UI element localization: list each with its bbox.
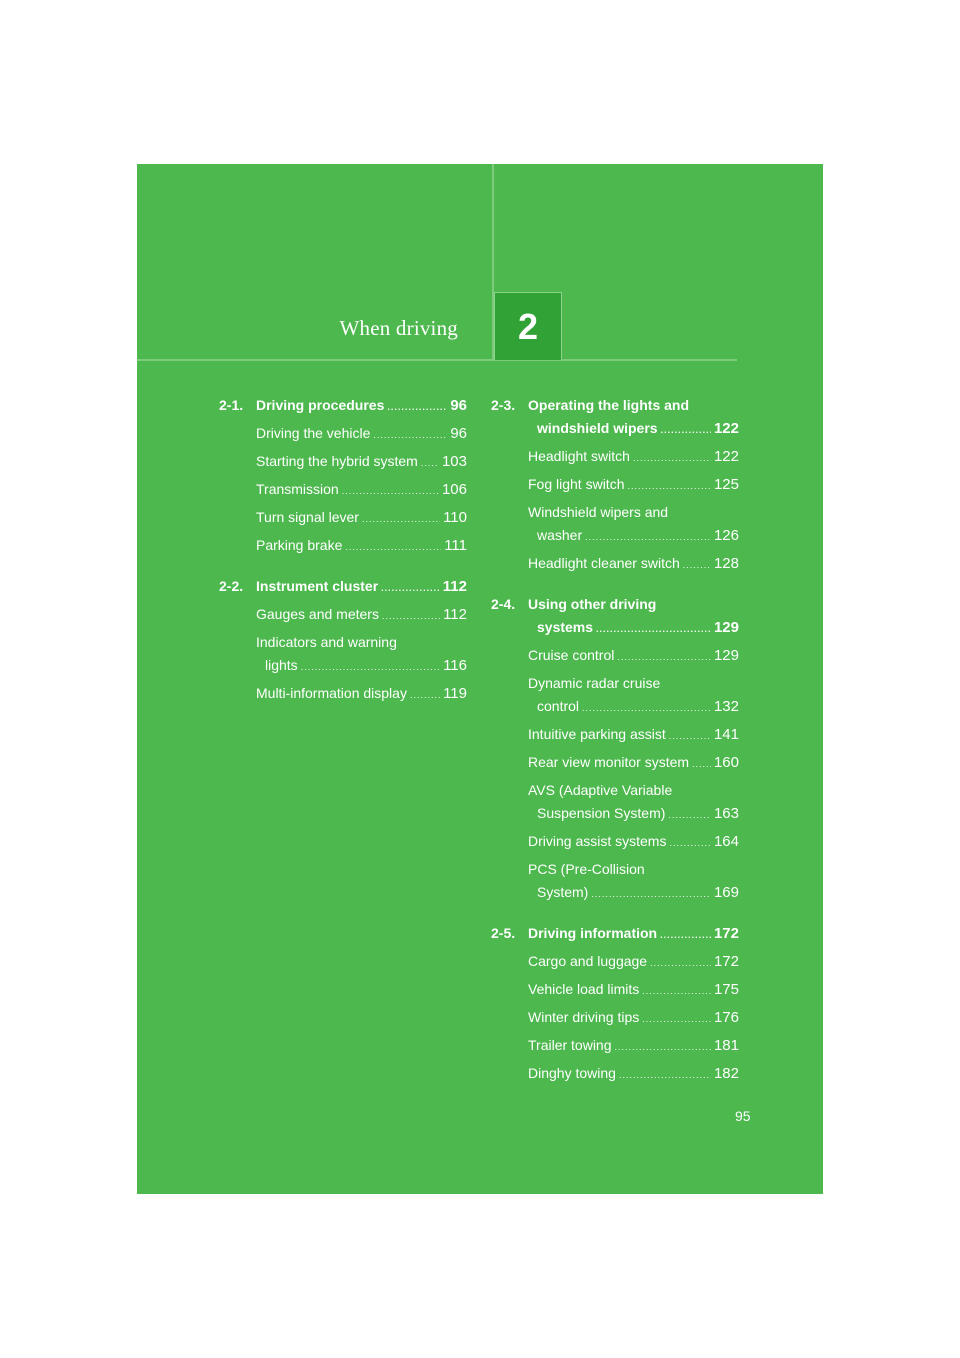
toc-item [256,450,467,475]
dot-leader [642,980,711,1003]
toc-item-line: PCS (Pre-Collision [528,861,645,877]
toc-column-left [219,394,467,723]
section-heading[interactable] [256,575,467,600]
dot-leader [683,554,711,577]
dot-leader [582,697,711,720]
section-heading[interactable] [528,922,739,947]
section-heading[interactable] [528,417,739,442]
toc-entry-text: Intuitive parking assist [528,726,666,742]
chapter-title: When driving [339,316,458,340]
toc-item [528,950,739,975]
dot-leader [591,883,711,906]
toc-entry-text: systems [537,619,594,635]
toc-item-line: AVS (Adaptive Variable [528,782,673,798]
dot-leader [373,424,447,447]
toc-item [528,858,739,906]
toc-item [528,552,739,577]
section-heading[interactable] [528,616,739,641]
toc-item-link[interactable] [528,751,739,776]
toc-entry-text: Vehicle load limits [528,981,640,997]
toc-item [256,534,467,559]
dot-leader [627,475,710,498]
toc-item [256,603,467,628]
toc-entry-text: Cruise control [528,647,615,663]
toc-item [528,1034,739,1059]
section-heading[interactable] [256,394,467,419]
toc-item [528,473,739,498]
toc-entry-text: Trailer towing [528,1037,612,1053]
toc-entry-text: System) [537,884,589,900]
toc-page-ref: 116 [443,657,467,674]
toc-page-ref: 164 [713,833,739,850]
section-body [528,593,739,906]
toc-item-link[interactable] [256,603,467,628]
dot-leader [362,508,440,531]
toc-item-link[interactable] [528,723,739,748]
section-number: 2-5. [491,925,516,941]
dot-leader [617,646,711,669]
toc-page-ref: 172 [713,953,739,970]
toc-item-link[interactable] [528,552,739,577]
toc-entry-text: windshield wipers [537,420,658,436]
toc-page-ref: 172 [713,925,739,942]
toc-entry-text: Suspension System) [537,805,666,821]
dot-leader [301,656,440,679]
dot-leader [661,419,711,442]
toc-entry-text: Driving information [528,925,658,941]
toc-section [491,593,739,906]
toc-page-ref: 125 [713,476,739,493]
toc-item [528,723,739,748]
toc-item-link[interactable] [256,478,467,503]
toc-page-ref: 103 [441,453,467,470]
toc-item-link[interactable] [528,1062,739,1087]
chapter-number: 2 [517,305,539,347]
toc-entry-text: Headlight switch [528,448,630,464]
toc-page-ref: 182 [713,1065,739,1082]
dot-leader [382,605,440,628]
toc-page-ref: 106 [441,481,467,498]
dot-leader [387,396,447,419]
toc-item [256,422,467,447]
section-number: 2-1. [219,397,244,413]
toc-item-link[interactable] [528,1006,739,1031]
dot-leader [596,618,711,641]
section-body [528,922,739,1087]
toc-item [528,672,739,720]
section-heading-line: Using other driving [528,596,657,612]
toc-section [219,394,467,559]
toc-item-link[interactable] [528,830,739,855]
toc-page-ref: 96 [450,425,467,442]
toc-entry-text: Winter driving tips [528,1009,640,1025]
toc-entry-text: Fog light switch [528,476,625,492]
toc-section [491,922,739,1087]
dot-leader [410,684,440,707]
toc-entry-text: Rear view monitor system [528,754,690,770]
dot-leader [668,804,711,827]
toc-page-ref: 122 [713,420,739,437]
toc-column-right [491,394,739,1103]
toc-entry-text: Transmission [256,481,339,497]
toc-item [528,779,739,827]
toc-page-ref: 169 [713,884,739,901]
toc-item-line: Windshield wipers and [528,504,669,520]
toc-page-ref: 96 [450,397,467,414]
dot-leader [669,832,711,855]
toc-page-ref: 112 [442,578,467,595]
toc-entry-text: Headlight cleaner switch [528,555,680,571]
toc-page-ref: 126 [713,527,739,544]
toc-page-ref: 181 [713,1037,739,1054]
dot-leader [615,1036,711,1059]
toc-item [256,478,467,503]
toc-entry-text: Starting the hybrid system [256,453,418,469]
toc-item-link[interactable] [256,682,467,707]
toc-page-ref: 110 [443,509,467,526]
section-number: 2-2. [219,578,244,594]
chapter-number-box [494,292,562,360]
toc-item-link[interactable] [528,802,739,827]
dot-leader [642,1008,711,1031]
toc-entry-text: Parking brake [256,537,343,553]
toc-entry-text: Driving assist systems [528,833,667,849]
toc-item-link[interactable] [528,524,739,549]
toc-item [528,978,739,1003]
toc-item [256,631,467,679]
toc-page-ref: 122 [713,448,739,465]
dot-leader [660,924,711,947]
toc-entry-text: lights [265,657,298,673]
section-number: 2-3. [491,397,516,413]
toc-item [528,1006,739,1031]
toc-entry-text: Driving procedures [256,397,385,413]
toc-item [256,682,467,707]
toc-entry-text: Gauges and meters [256,606,379,622]
dot-leader [421,452,439,475]
header-divider-horizontal [137,359,737,361]
section-body [256,394,467,559]
toc-item-link[interactable] [256,506,467,531]
toc-item-link[interactable] [528,1034,739,1059]
section-body [256,575,467,707]
toc-page-ref: 128 [713,555,739,572]
toc-page-ref: 141 [713,726,739,743]
dot-leader [633,447,711,470]
toc-section [491,394,739,577]
dot-leader [692,753,711,776]
toc-page-ref: 129 [713,619,739,636]
toc-item-link[interactable] [256,422,467,447]
toc-item-link[interactable] [256,450,467,475]
toc-item-link[interactable] [528,644,739,669]
toc-item [528,445,739,470]
toc-page-ref: 129 [713,647,739,664]
toc-page-ref: 160 [713,754,739,771]
dot-leader [650,952,711,975]
toc-page-ref: 175 [713,981,739,998]
toc-item [256,506,467,531]
dot-leader [619,1064,711,1087]
toc-item [528,1062,739,1087]
toc-page-ref: 119 [443,685,467,702]
toc-item [528,751,739,776]
toc-item [528,830,739,855]
dot-leader [381,577,440,600]
toc-entry-text: Dinghy towing [528,1065,616,1081]
page-number: 95 [735,1108,751,1124]
toc-item-link[interactable] [528,881,739,906]
toc-entry-text: Driving the vehicle [256,425,371,441]
toc-item-link[interactable] [528,950,739,975]
section-heading-line: Operating the lights and [528,397,690,413]
toc-item-link[interactable] [528,695,739,720]
toc-item-link[interactable] [528,445,739,470]
section-number: 2-4. [491,596,516,612]
toc-item [528,501,739,549]
toc-entry-text: control [537,698,580,714]
toc-page-ref: 176 [713,1009,739,1026]
toc-entry-text: Instrument cluster [256,578,379,594]
toc-item-link[interactable] [528,978,739,1003]
dot-leader [342,480,439,503]
dot-leader [669,725,711,748]
toc-item-link[interactable] [528,473,739,498]
toc-item-line: Indicators and warning [256,634,397,650]
section-body [528,394,739,577]
toc-item-link[interactable] [256,654,467,679]
toc-entry-text: Turn signal lever [256,509,359,525]
toc-page-ref: 163 [713,805,739,822]
toc-page-ref: 111 [444,537,467,554]
dot-leader [345,536,441,559]
toc-section [219,575,467,707]
dot-leader [585,526,711,549]
toc-entry-text: Multi-information display [256,685,407,701]
toc-item-line: Dynamic radar cruise [528,675,661,691]
toc-page-ref: 132 [713,698,739,715]
toc-page-ref: 112 [443,606,467,623]
toc-entry-text: washer [537,527,583,543]
toc-entry-text: Cargo and luggage [528,953,648,969]
toc-item-link[interactable] [256,534,467,559]
toc-item [528,644,739,669]
